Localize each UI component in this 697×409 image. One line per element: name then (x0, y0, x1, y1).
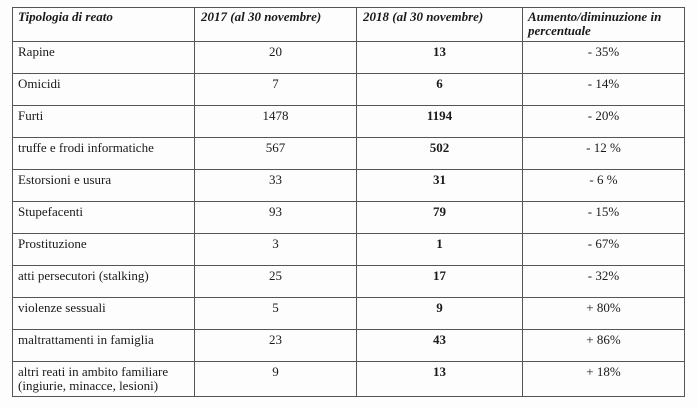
cell-change: - 67% (523, 234, 685, 266)
cell-change: - 14% (523, 74, 685, 106)
cell-crime-type: Furti (13, 106, 195, 138)
cell-2017: 3 (195, 234, 357, 266)
table-row (13, 170, 685, 202)
table-row (13, 330, 685, 362)
cell-2018: 43 (357, 330, 523, 362)
cell-2017: 25 (195, 266, 357, 298)
cell-change: + 86% (523, 330, 685, 362)
crime-statistics-table (12, 7, 685, 397)
cell-change: + 80% (523, 298, 685, 330)
cell-2017: 7 (195, 74, 357, 106)
cell-2018: 1 (357, 234, 523, 266)
cell-crime-type: truffe e frodi informatiche (13, 138, 195, 170)
cell-2017: 567 (195, 138, 357, 170)
table-row (13, 138, 685, 170)
cell-crime-type: maltrattamenti in famiglia (13, 330, 195, 362)
table-row (13, 266, 685, 298)
cell-change: + 18% (523, 362, 685, 397)
cell-2018: 13 (357, 362, 523, 397)
header-crime-type: Tipologia di reato (13, 8, 195, 42)
cell-2018: 13 (357, 42, 523, 74)
cell-crime-type: Prostituzione (13, 234, 195, 266)
table-row (13, 362, 685, 397)
cell-2017: 23 (195, 330, 357, 362)
cell-change: - 32% (523, 266, 685, 298)
cell-2017: 9 (195, 362, 357, 397)
cell-2018: 6 (357, 74, 523, 106)
table-row (13, 202, 685, 234)
header-percent-change: Aumento/diminuzione in percentuale (523, 8, 685, 42)
header-2017: 2017 (al 30 novembre) (195, 8, 357, 42)
cell-2018: 31 (357, 170, 523, 202)
table-row (13, 42, 685, 74)
cell-crime-type: Estorsioni e usura (13, 170, 195, 202)
cell-crime-type: Stupefacenti (13, 202, 195, 234)
cell-2018: 79 (357, 202, 523, 234)
header-2018: 2018 (al 30 novembre) (357, 8, 523, 42)
cell-2017: 20 (195, 42, 357, 74)
cell-change: - 20% (523, 106, 685, 138)
cell-2018: 502 (357, 138, 523, 170)
cell-crime-type: violenze sessuali (13, 298, 195, 330)
cell-change: - 12 % (523, 138, 685, 170)
table-row (13, 74, 685, 106)
cell-change: - 15% (523, 202, 685, 234)
cell-2017: 5 (195, 298, 357, 330)
cell-crime-type: altri reati in ambito familiare (ingiurie, minacce, lesioni) (13, 362, 195, 397)
cell-2018: 9 (357, 298, 523, 330)
table-row (13, 106, 685, 138)
cell-2017: 93 (195, 202, 357, 234)
cell-change: - 35% (523, 42, 685, 74)
cell-crime-type: Omicidi (13, 74, 195, 106)
table-row (13, 234, 685, 266)
cell-2018: 17 (357, 266, 523, 298)
cell-2018: 1194 (357, 106, 523, 138)
cell-2017: 1478 (195, 106, 357, 138)
table-row (13, 298, 685, 330)
cell-change: - 6 % (523, 170, 685, 202)
cell-2017: 33 (195, 170, 357, 202)
cell-crime-type: Rapine (13, 42, 195, 74)
table-header-row (13, 8, 685, 42)
cell-crime-type: atti persecutori (stalking) (13, 266, 195, 298)
